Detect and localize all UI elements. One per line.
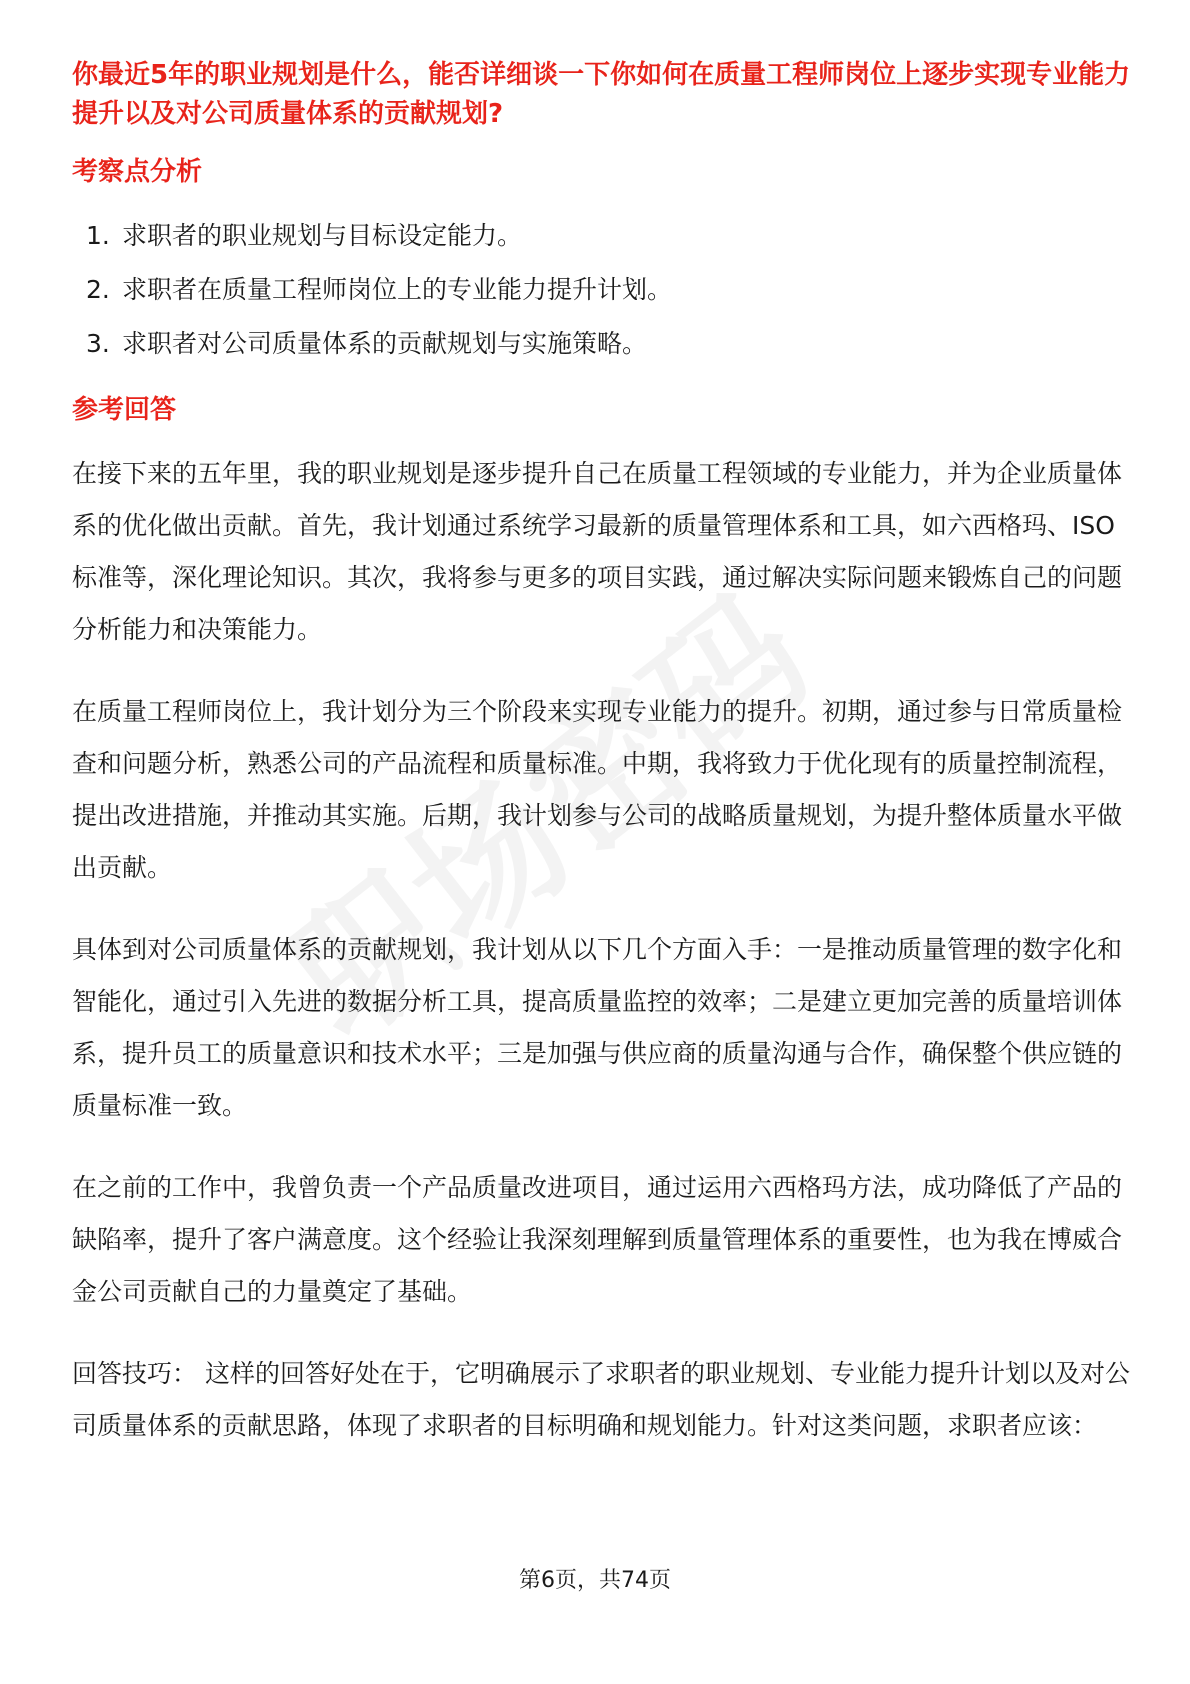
list-text: 求职者在质量工程师岗位上的专业能力提升计划。 (122, 275, 673, 304)
analysis-points (72, 218, 1132, 362)
answer-tips-paragraph: 回答技巧： 这样的回答好处在于，它明确展示了求职者的职业规划、专业能力提升计划以及对公司质量体系的贡献思路，体现了求职者的目标明确和规划能力。针对这类问题，求职者应该： (72, 1359, 1130, 1440)
document-page (72, 56, 1132, 1482)
question-title: 你最近5年的职业规划是什么，能否详细谈一下你如何在质量工程师岗位上逐步实现专业能力提升以及对公司质量体系的贡献规划? (72, 60, 1131, 129)
page-number: 第6页，共74页 (519, 1568, 671, 1593)
answer-heading: 参考回答 (72, 395, 177, 425)
list-text: 求职者的职业规划与目标设定能力。 (122, 221, 523, 250)
answer-paragraph: 在之前的工作中，我曾负责一个产品质量改进项目，通过运用六西格玛方法，成功降低了产品的缺陷率，提升了客户满意度。这个经验让我深刻理解到质量管理体系的重要性，也为我在博威合金公司贡献自己的力量奠定了基础。 (72, 1173, 1123, 1306)
list-item (86, 326, 1132, 362)
list-number: 2. (86, 275, 110, 304)
answer-paragraph: 在质量工程师岗位上，我计划分为三个阶段来实现专业能力的提升。初期，通过参与日常质量检查和问题分析，熟悉公司的产品流程和质量标准。中期，我将致力于优化现有的质量控制流程，提出改进措施，并推动其实施。后期，我计划参与公司的战略质量规划，为提升整体质量水平做出贡献。 (72, 697, 1123, 882)
answer-paragraph: 在接下来的五年里，我的职业规划是逐步提升自己在质量工程领域的专业能力，并为企业质量体系的优化做出贡献。首先，我计划通过系统学习最新的质量管理体系和工具，如六西格玛、ISO标准等，深化理论知识。其次，我将参与更多的项目实践，通过解决实际问题来锻炼自己的问题分析能力和决策能力。 (72, 459, 1123, 644)
list-number: 3. (86, 329, 110, 358)
analysis-heading: 考察点分析 (72, 157, 203, 187)
list-text: 求职者对公司质量体系的贡献规划与实施策略。 (122, 329, 648, 358)
list-item (86, 218, 1132, 254)
answer-paragraph: 具体到对公司质量体系的贡献规划，我计划从以下几个方面入手：一是推动质量管理的数字化和智能化，通过引入先进的数据分析工具，提高质量监控的效率；二是建立更加完善的质量培训体系，提升员工的质量意识和技术水平；三是加强与供应商的质量沟通与合作，确保整个供应链的质量标准一致。 (72, 935, 1123, 1120)
list-number: 1. (86, 221, 110, 250)
list-item (86, 272, 1132, 308)
